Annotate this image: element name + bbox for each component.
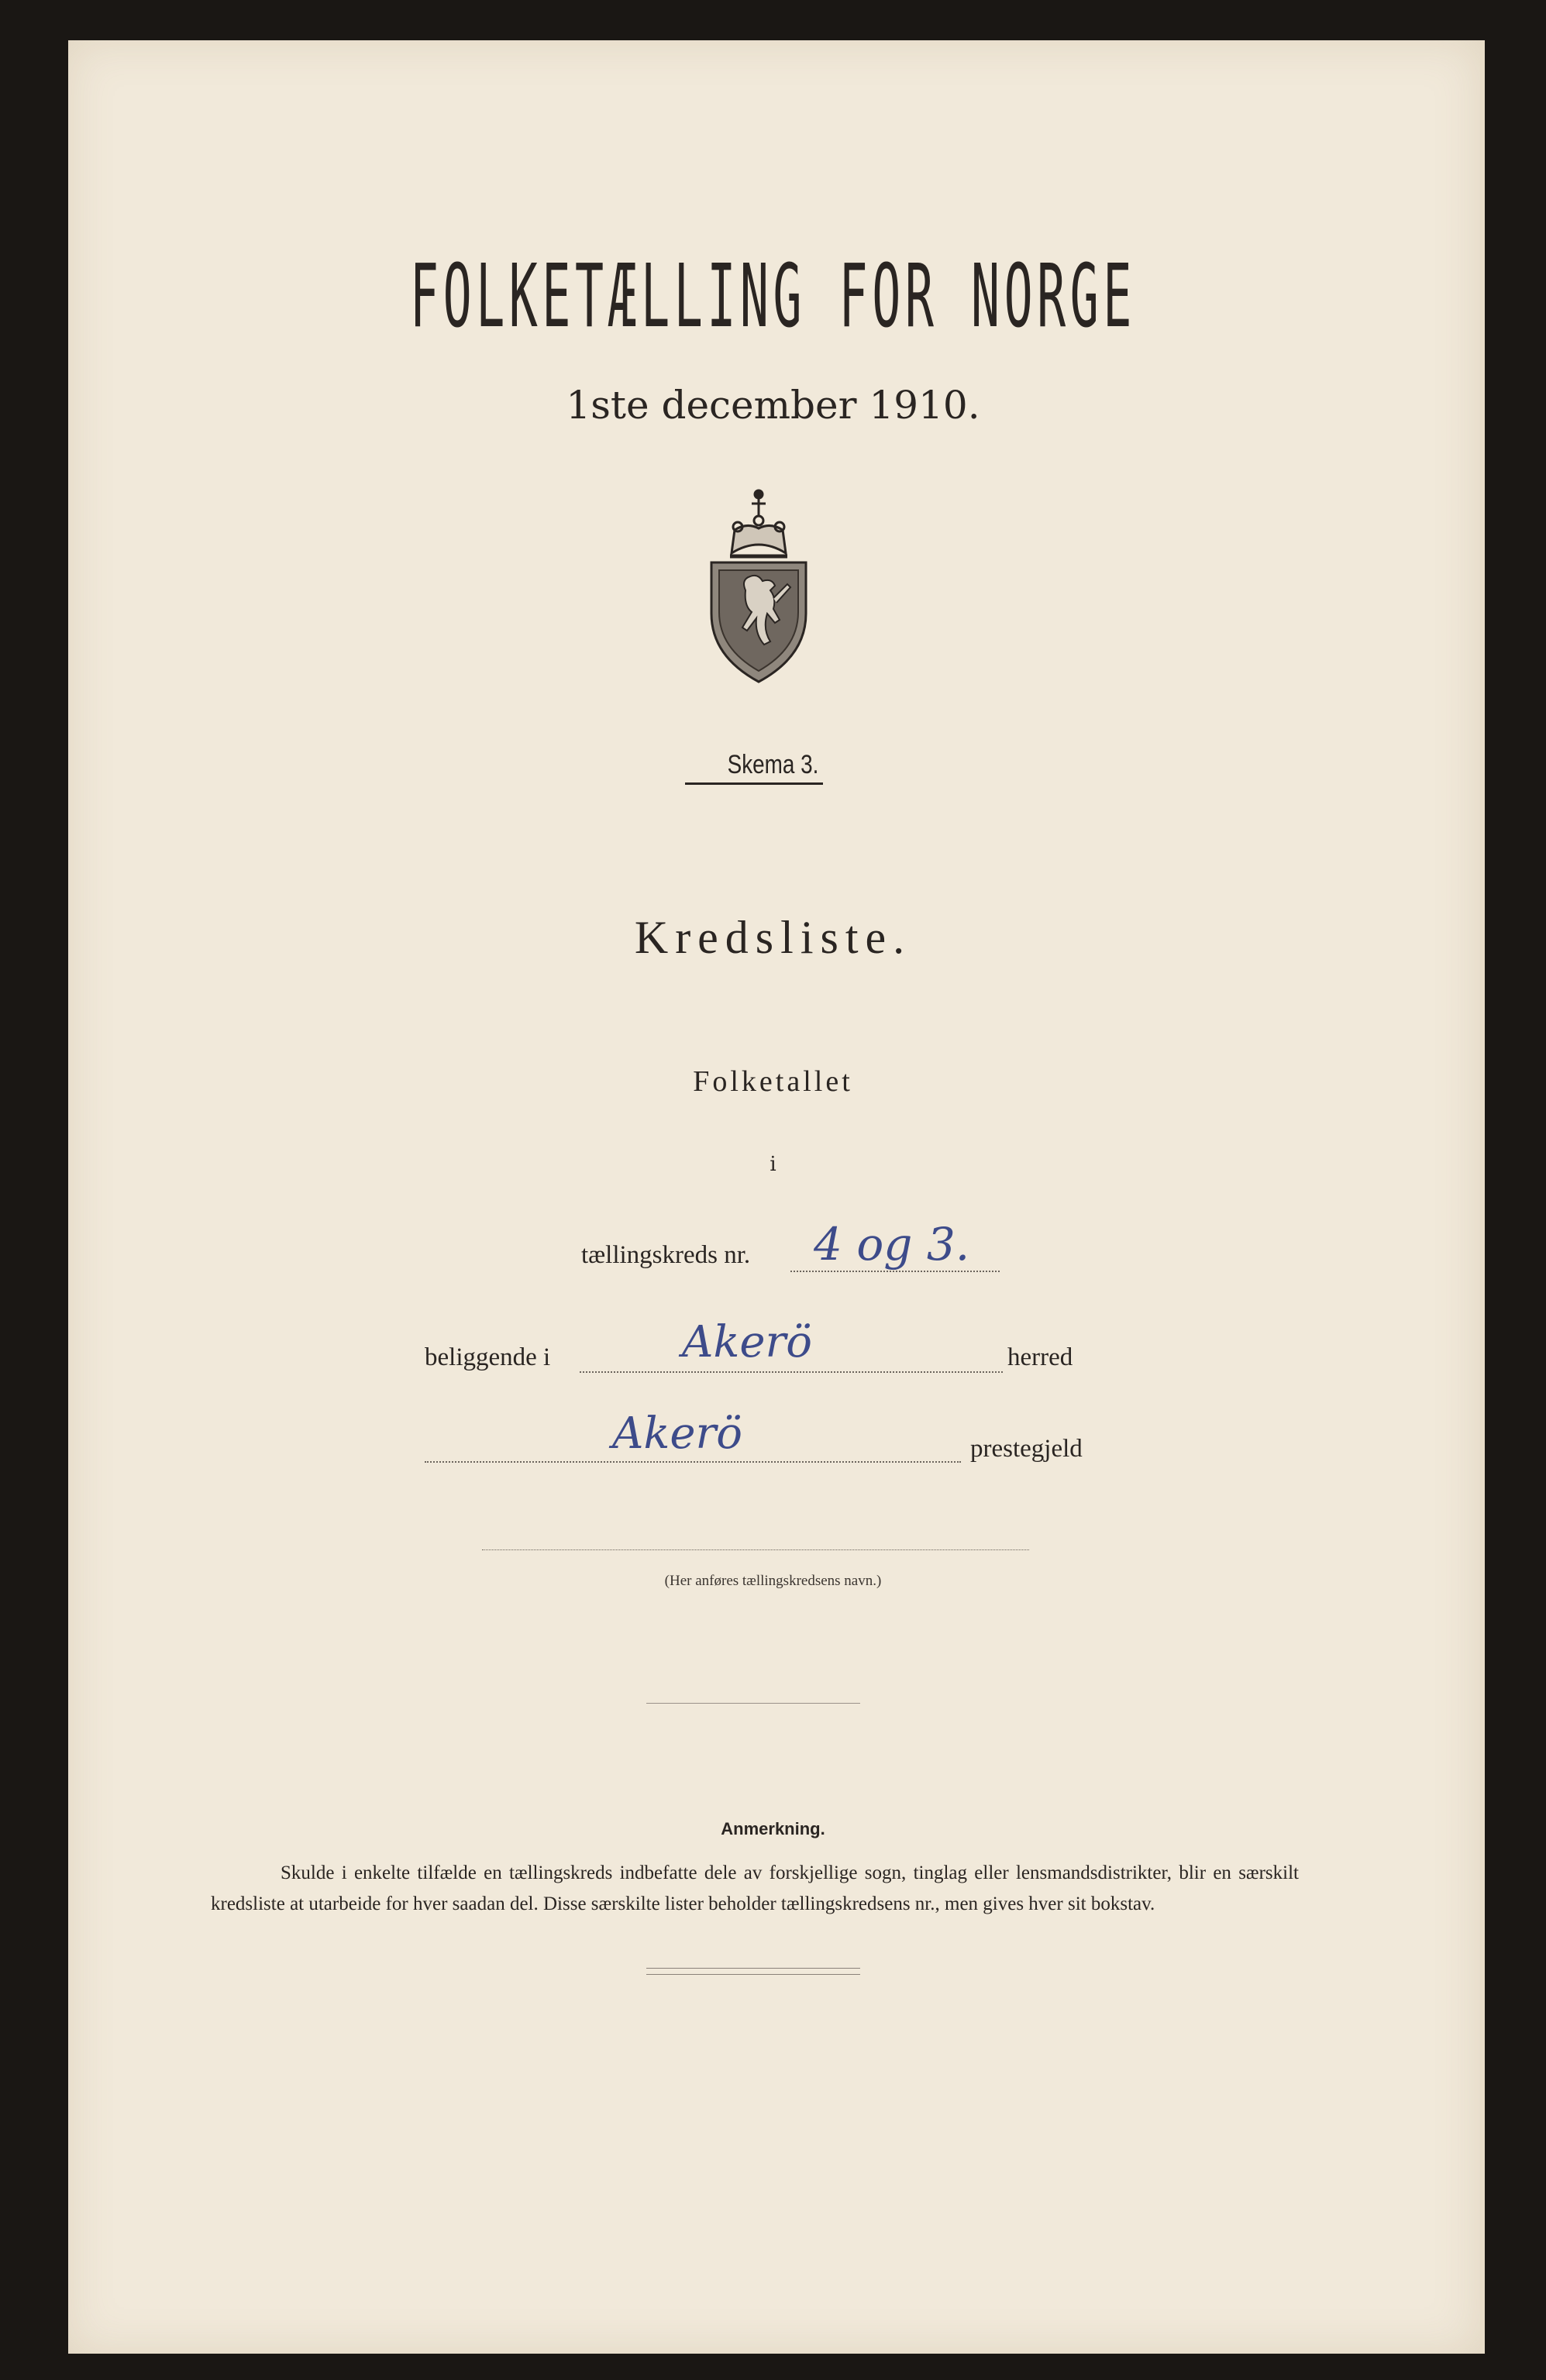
kreds-field-line — [790, 1271, 1000, 1272]
beliggende-label: beliggende i — [425, 1343, 551, 1371]
folketallet-label: Folketallet — [693, 1065, 853, 1098]
divider — [646, 1703, 860, 1704]
prestegjeld-label: prestegjeld — [970, 1435, 1083, 1463]
bottom-divider-2 — [646, 1974, 860, 1975]
form-name: Kredsliste. — [634, 912, 912, 963]
i-label: i — [770, 1153, 776, 1176]
form-title: FOLKETÆLLING FOR NORGE — [410, 246, 1136, 347]
census-date: 1ste december 1910. — [566, 383, 980, 428]
remark-heading: Anmerkning. — [721, 1819, 825, 1838]
schema-number: Skema 3. — [727, 750, 819, 779]
schema-underline — [685, 782, 823, 785]
name-note: (Her anføres tællingskredsens navn.) — [664, 1573, 882, 1589]
prestegjeld-field[interactable]: Akerö — [612, 1408, 742, 1459]
herred-field-line — [580, 1371, 1003, 1373]
herred-field[interactable]: Akerö — [682, 1317, 812, 1367]
kreds-field[interactable]: 4 og 3. — [814, 1218, 970, 1271]
remark-text-content: Skulde i enkelte tilfælde en tællingskreds indbefatte dele av forskjellige sogn, tinglag eller lensmandsdistrikter, blir en særskilt kredsliste at utarbeide for hver saadan del. Disse særskilte lister beholder tællingskredsens nr., men gives hver sit bokstav. — [211, 1862, 1299, 1914]
prestegjeld-field-line — [425, 1461, 961, 1463]
herred-label: herred — [1007, 1343, 1073, 1371]
remark-text — [211, 1858, 1299, 1920]
kreds-label: tællingskreds nr. — [581, 1241, 751, 1269]
kreds-name-line — [482, 1549, 1029, 1550]
bottom-divider-1 — [646, 1968, 860, 1969]
norwegian-coat-of-arms-icon — [701, 482, 817, 685]
